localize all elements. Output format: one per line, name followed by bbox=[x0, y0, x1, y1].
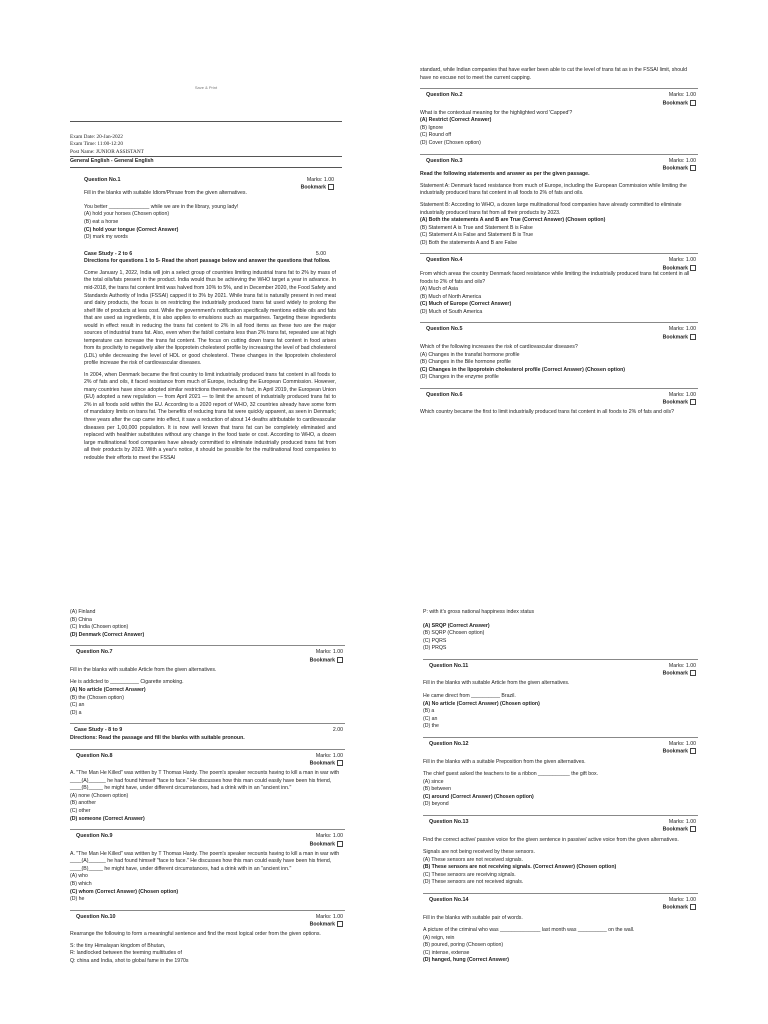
question-title: Question No.7 bbox=[76, 649, 113, 656]
sentence-part-q: Q: china and India, shot to global fame in the 1970s bbox=[70, 958, 189, 965]
question-text: Fill in the blanks with suitable Idiom/Phrase from the given alternatives. bbox=[84, 190, 247, 197]
question-2 bbox=[420, 88, 698, 147]
bookmark-checkbox[interactable] bbox=[337, 760, 343, 766]
question-11 bbox=[423, 659, 698, 731]
passage-continuation: standard, while Indian companies that have earlier been able to cut the level of trans fat as in the FSSAI limit, should have no excuse not to meet the current capping. bbox=[420, 67, 688, 81]
option-d[interactable]: (D) Cover (Chosen option) bbox=[420, 140, 481, 147]
option-a[interactable]: (A) since bbox=[423, 778, 444, 785]
passage-paragraph-1: Come January 1, 2022, India will join a select group of countries limiting industrial trans fat to 2% by mass of the total oils/fats present in the product. India would thus be achieving the WHO target a year in advance. In mid-2018, the trans fat content limit was halved from 10% to 5%, and in December 2020, the Food Safety and Standards Authority of India (FSSAI) capped it to 3% by 2021. While trans fat is naturally present in red meat and dairy products, the focus is on restricting the industrially produced trans fat used widely to prolong the shelf life of products at less cost. While the government's notification specifically mentions edible oils and fats that are used as ingredients, it is also applies to emulsions such as margarines. Targeting these ingredients would in effect result in reducing the trans fat content to 2% in all food items as these two are the major sources of industrial trans fat. Also, even when the fat/oil contains less than 2% trans fat, repeated use at high temperature can increase the trans fat content. The focus on cutting down trans fat content in food arises from its proclivity to negatively alter the lipoprotein cholesterol profile by increasing the level of bad cholesterol (LDL) while decreasing the level of HDL or good cholesterol. These changes in the lipoprotein cholesterol profile increase the risk of cardiovascular diseases. bbox=[84, 269, 337, 367]
question-text: Which country became the first to limit industrially produced trans fat content in all foods to 2% of fats and oils? bbox=[420, 409, 675, 416]
post-name: Post Name: JUNIOR ASSISTANT bbox=[70, 148, 144, 155]
option-d[interactable]: (D) Changes in the enzyme profile bbox=[420, 374, 499, 381]
question-title: Question No.13 bbox=[429, 818, 469, 825]
question-stem: You better ______________ while we are in the library, young lady! bbox=[84, 203, 239, 210]
page-2 bbox=[420, 67, 698, 472]
bookmark-button[interactable]: Bookmark bbox=[300, 184, 326, 191]
option-b[interactable]: (B) Changes in the Bile hormone profile bbox=[420, 359, 511, 366]
option-c[interactable]: (C) an bbox=[70, 702, 85, 709]
option-a[interactable]: (A) none (Chosen option) bbox=[70, 792, 129, 799]
bookmark-button[interactable]: Bookmark bbox=[309, 921, 335, 928]
question-text: Which of the following increases the risk of cardiovascular diseases? bbox=[420, 344, 578, 350]
option-a[interactable]: (A) No article (Correct Answer) (Chosen option) bbox=[423, 700, 540, 707]
option-a[interactable]: (A) No article (Correct Answer) bbox=[70, 687, 146, 694]
option-a[interactable]: (A) SRQP (Correct Answer) bbox=[423, 622, 490, 629]
question-marks: Marks: 1.00 Bookmark bbox=[662, 326, 696, 341]
option-d[interactable]: (D) Much of South America bbox=[420, 308, 483, 315]
option-c[interactable]: (C) Round off bbox=[420, 132, 452, 139]
question-marks: Marks: 1.00 Bookmark bbox=[309, 833, 343, 847]
option-c[interactable]: (C) Changes in the lipoprotein cholesterol profile (Correct Answer) (Chosen option) bbox=[420, 366, 626, 373]
option-a[interactable]: (A) Much of Asia bbox=[420, 286, 459, 293]
case-score: 5.00 bbox=[315, 250, 326, 257]
sentence-part-r: R: landlocked between the teeming multitudes of bbox=[70, 950, 182, 957]
question-marks: Marks: 1.00 Bookmark bbox=[662, 391, 696, 406]
statement-a: Statement A: Denmark faced resistance from much of Europe, including the European Commission while limiting the industrially produced trans fat content in all foods to 2% of fats and oils. bbox=[420, 182, 687, 197]
option-b[interactable]: (B) the (Chosen option) bbox=[70, 694, 124, 701]
bookmark-button[interactable]: Bookmark bbox=[662, 826, 688, 833]
option-b[interactable]: (B) another bbox=[70, 800, 96, 807]
option-c[interactable]: (C) intense, extense bbox=[423, 949, 470, 956]
option-a[interactable]: (A) Restrict (Correct Answer) bbox=[420, 117, 492, 124]
option-b[interactable]: (B) These sensors are not receiving signals. (Correct Answer) (Chosen option) bbox=[423, 864, 617, 871]
bookmark-checkbox[interactable] bbox=[337, 921, 343, 927]
bookmark-checkbox[interactable] bbox=[328, 184, 334, 190]
bookmark-button[interactable]: Bookmark bbox=[662, 748, 688, 755]
question-marks: Marks: 1.00 Bookmark bbox=[662, 740, 696, 755]
question-text: Rearrange the following to form a meaningful sentence and find the most logical order from the given options. bbox=[70, 931, 321, 938]
bookmark-checkbox[interactable] bbox=[690, 904, 696, 910]
question-title: Question No.12 bbox=[429, 740, 469, 747]
question-marks: Marks: 1.00 Bookmark bbox=[309, 913, 343, 928]
bookmark-button[interactable]: Bookmark bbox=[662, 265, 688, 272]
case-study-8-9 bbox=[70, 723, 345, 742]
option-c[interactable]: (C) Much of Europe (Correct Answer) bbox=[420, 301, 512, 308]
question-5 bbox=[420, 322, 698, 381]
option-b[interactable]: (B) SQRP (Chosen option) bbox=[423, 630, 485, 637]
exam-time: Exam Time: 11:00-12:20 bbox=[70, 141, 124, 148]
case-title: Case Study - 8 to 9 bbox=[74, 727, 123, 734]
section-title: General English - General English bbox=[70, 156, 342, 168]
question-7 bbox=[70, 645, 345, 717]
sentence-part-s: S: the tiny Himalayan kingdom of Bhutan, bbox=[70, 942, 166, 949]
question-stem: A picture of the criminal who was ______________ last month was __________ on the wall. bbox=[423, 927, 635, 934]
page-3 bbox=[70, 609, 345, 1021]
option-b[interactable]: (B) between bbox=[423, 786, 451, 793]
question-stem: A. "The Man He Killed" was written by T Thomas Hardy. The poem's speaker recounts having to kill a man in war with ____(A)______ he had found himself "face to face." He discusses how this man could easily have been his friend, ____(B)_____ he might have, under different circumstances, had a drink with in an "ancient inn." bbox=[70, 850, 340, 872]
bookmark-button[interactable]: Bookmark bbox=[662, 904, 688, 911]
question-text: Fill in the blanks with suitable pair of words. bbox=[423, 914, 523, 921]
question-title: Question No.5 bbox=[426, 326, 463, 333]
case-directions: Directions: Read the passage and fill the blanks with suitable pronoun. bbox=[70, 734, 245, 741]
passage-paragraph-2: In 2004, when Denmark became the first country to limit industrially produced trans fat content in all foods to 2% of fats and oils, it faced resistance from much of Europe, including the European Commission. However, many countries have since adopted similar restrictions themselves. In fact, in April 2019, the European Union (EU) adopted a new regulation — from April 2021 — to limit the amount of industrially produced trans fat to 2% in all foods sold within the EU. According to a 2020 report of WHO, 32 countries already have some form of mandatory limits on trans fat. The benefits of reducing trans fat were quickly apparent, as seen in Denmark; three years after the cap came into effect, it saw a reduction of about 14 deaths attributable to cardiovascular diseases per 1,00,000 population. It is now well known that trans fat can be completely eliminated and replaced with healthier substitutes without any change in the food taste or cost. According to WHO, a dozen large multinational food companies have already committed to eliminate industrially produced trans fat from all their products by 2023. With a year's notice, it should be possible for the multinational food companies to redouble their efforts to meet the FSSAI bbox=[84, 371, 336, 461]
option-d[interactable]: (D) hanged, hung (Correct Answer) bbox=[423, 957, 509, 964]
question-title: Question No.2 bbox=[426, 92, 463, 99]
option-b[interactable]: (B) which bbox=[70, 881, 92, 887]
bookmark-button[interactable]: Bookmark bbox=[309, 840, 335, 847]
question-stem: He is addicted to __________ Cigarette smoking. bbox=[70, 679, 184, 686]
bookmark-button[interactable]: Bookmark bbox=[309, 760, 335, 767]
question-marks: Marks: 1.00 Bookmark bbox=[662, 896, 696, 911]
option-c[interactable]: (C) PQRS bbox=[423, 637, 447, 644]
question-9 bbox=[70, 829, 345, 904]
question-text: From which areas the country Denmark faced resistance while limiting the industrially produced trans fat content in all foods to 2% of fats and oils? bbox=[420, 270, 690, 285]
option-c[interactable]: (C) These sensors are receiving signals. bbox=[423, 871, 516, 878]
case-score: 2.00 bbox=[332, 727, 343, 734]
option-d[interactable]: (D) mark my words bbox=[84, 234, 128, 241]
question-4 bbox=[420, 253, 698, 316]
question-stem: The chief guest asked the teachers to tie a ribbon ___________ the gift box. bbox=[423, 771, 599, 778]
bookmark-checkbox[interactable] bbox=[690, 334, 696, 340]
case-directions: Directions for questions 1 to 5- Read the short passage below and answer the questions that follow. bbox=[84, 258, 331, 265]
question-title: Question No.6 bbox=[426, 391, 463, 398]
option-a[interactable]: (A) Changes in the transfat hormone profile bbox=[420, 351, 520, 358]
question-text: Fill in the blanks with suitable Article from the given alternatives. bbox=[70, 666, 217, 673]
bookmark-checkbox[interactable] bbox=[690, 399, 696, 405]
bookmark-button[interactable]: Bookmark bbox=[662, 334, 688, 341]
question-3 bbox=[420, 154, 698, 248]
option-d[interactable]: (D) PRQS bbox=[423, 645, 447, 652]
option-b[interactable]: (B) China bbox=[70, 616, 92, 623]
option-d[interactable]: (D) Both the statements A and B are False bbox=[420, 239, 518, 246]
question-8 bbox=[70, 749, 345, 824]
question-stem: Signals are not being received by these sensors. bbox=[423, 849, 535, 856]
option-b[interactable]: (B) Statement A is True and Statement B is False bbox=[420, 224, 533, 231]
question-text: Fill in the blanks with suitable Article from the given alternatives. bbox=[423, 680, 570, 687]
question-marks: Marks: 1.00 Bookmark bbox=[662, 818, 696, 833]
option-d[interactable]: (D) beyond bbox=[423, 801, 449, 808]
option-d[interactable]: (D) the bbox=[423, 723, 439, 730]
case-study-2-6 bbox=[84, 248, 336, 463]
sentence-part-p: P: with it's gross national happiness index status bbox=[423, 609, 535, 615]
option-c[interactable]: (C) hold your tongue (Correct Answer) bbox=[84, 226, 179, 233]
option-a[interactable]: (A) hold your horses (Chosen option) bbox=[84, 211, 170, 218]
option-d[interactable]: (D) Denmark (Correct Answer) bbox=[70, 631, 145, 638]
option-c[interactable]: (C) other bbox=[70, 807, 91, 814]
question-12 bbox=[423, 737, 698, 809]
bookmark-checkbox[interactable] bbox=[337, 841, 343, 847]
option-c[interactable]: (C) India (Chosen option) bbox=[70, 624, 129, 631]
question-10 bbox=[70, 910, 345, 966]
option-b[interactable]: (B) a bbox=[423, 708, 435, 715]
question-title: Question No.3 bbox=[426, 157, 463, 164]
option-b[interactable]: (B) poured, poring (Chosen option) bbox=[423, 942, 504, 949]
exam-info bbox=[70, 134, 342, 156]
bookmark-checkbox[interactable] bbox=[690, 826, 696, 832]
option-c[interactable]: (C) whom (Correct Answer) (Chosen option) bbox=[70, 888, 179, 895]
option-a[interactable]: (A) These sensors are not received signals. bbox=[423, 856, 523, 863]
bookmark-checkbox[interactable] bbox=[690, 100, 696, 106]
question-6 bbox=[420, 388, 698, 417]
option-d[interactable]: (D) a bbox=[70, 709, 82, 716]
option-b[interactable]: (B) Ignore bbox=[420, 124, 444, 131]
question-13 bbox=[423, 815, 698, 887]
page-4 bbox=[423, 609, 698, 1021]
option-c[interactable]: (C) Statement A is False and Statement B is True bbox=[420, 232, 534, 239]
question-text: Read the following statements and answer as per the given passage. bbox=[420, 171, 590, 178]
bookmark-button[interactable]: Bookmark bbox=[662, 99, 688, 106]
option-a[interactable]: (A) Finland bbox=[70, 609, 96, 615]
question-marks: Marks: 1.00 Bookmark bbox=[662, 662, 696, 677]
bookmark-checkbox[interactable] bbox=[690, 165, 696, 171]
question-stem: A. "The Man He Killed" was written by T Thomas Hardy. The poem's speaker recounts having to kill a man in war with ____(A)______ he had found himself "face to face." He discusses how this man could easily have been his friend, ____(B)_____ he might have, under different circumstances, had a drink with in an "ancient inn." bbox=[70, 770, 340, 792]
question-title: Question No.9 bbox=[76, 833, 113, 840]
question-stem: He came direct from __________ Brazil. bbox=[423, 693, 516, 700]
option-d[interactable]: (D) someone (Correct Answer) bbox=[70, 815, 145, 822]
bookmark-button[interactable]: Bookmark bbox=[662, 399, 688, 406]
question-marks: Marks: 1.00 Bookmark bbox=[662, 157, 696, 172]
bookmark-checkbox[interactable] bbox=[690, 265, 696, 271]
option-d[interactable]: (D) These sensors are not received signals. bbox=[423, 879, 524, 886]
statement-b: Statement B: According to WHO, a dozen large multinational food companies have already committed to eliminate industrially produced trans fat from all their products by 2023. bbox=[420, 201, 682, 216]
question-text: What is the contextual meaning for the highlighted word 'Capped'? bbox=[420, 109, 573, 116]
question-title: Question No.11 bbox=[429, 662, 469, 669]
question-1 bbox=[84, 174, 336, 242]
case-title: Case Study - 2 to 6 bbox=[84, 250, 133, 257]
question-marks: Marks: 1.00 Bookmark bbox=[300, 176, 334, 191]
question-title: Question No.1 bbox=[84, 176, 121, 183]
bookmark-checkbox[interactable] bbox=[337, 657, 343, 663]
question-marks: Marks: 1.00 Bookmark bbox=[309, 649, 343, 664]
option-c[interactable]: (C) around (Correct Answer) (Chosen option) bbox=[423, 793, 534, 800]
question-title: Question No.4 bbox=[426, 257, 463, 264]
question-text: Fill in the blanks with a suitable Preposition from the given alternatives. bbox=[423, 758, 586, 765]
question-14 bbox=[423, 893, 698, 965]
bookmark-checkbox[interactable] bbox=[690, 670, 696, 676]
question-marks: Marks: 1.00 Bookmark bbox=[662, 92, 696, 106]
exam-date: Exam Date: 20-Jan-2022 bbox=[70, 133, 123, 140]
question-marks: Marks: 1.00 Bookmark bbox=[662, 257, 696, 272]
bookmark-button[interactable]: Bookmark bbox=[309, 657, 335, 664]
bookmark-checkbox[interactable] bbox=[690, 748, 696, 754]
question-marks: Marks: 1.00 Bookmark bbox=[309, 752, 343, 767]
question-title: Question No.14 bbox=[429, 896, 469, 903]
page-1 bbox=[70, 85, 342, 465]
bookmark-button[interactable]: Bookmark bbox=[662, 670, 688, 677]
question-text: Find the correct active/ passive voice for the given sentence in passive/ active voice from the given alternatives. bbox=[423, 836, 679, 843]
option-b[interactable]: (B) eat a horse bbox=[84, 218, 119, 225]
print-label[interactable]: Save & Print bbox=[194, 85, 218, 90]
option-d[interactable]: (D) he bbox=[70, 896, 85, 903]
question-title: Question No.10 bbox=[76, 913, 116, 920]
option-c[interactable]: (C) an bbox=[423, 715, 438, 722]
bookmark-button[interactable]: Bookmark bbox=[662, 165, 688, 172]
option-a[interactable]: (A) reign, rein bbox=[423, 934, 455, 941]
option-a[interactable]: (A) who bbox=[70, 873, 88, 880]
option-b[interactable]: (B) Much of North America bbox=[420, 293, 482, 300]
question-title: Question No.8 bbox=[76, 752, 113, 759]
option-a[interactable]: (A) Both the statements A and B are True (Correct Answer) (Chosen option) bbox=[420, 217, 606, 224]
